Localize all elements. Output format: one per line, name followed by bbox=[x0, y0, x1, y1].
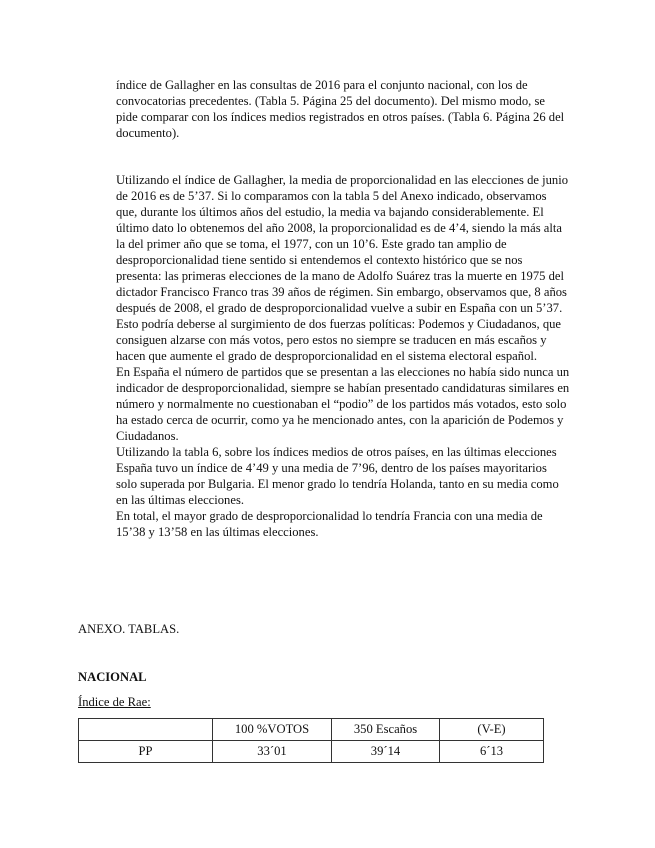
table-cell: 6´13 bbox=[440, 741, 544, 763]
paragraph-line: Esto podría deberse al surgimiento de dos fuerzas políticas: Podemos y Ciudadanos, que bbox=[116, 317, 562, 331]
paragraph-line: En total, el mayor grado de desproporcionalidad lo tendría Francia con una media de bbox=[116, 509, 543, 523]
section-title: NACIONAL bbox=[78, 670, 147, 684]
paragraph-line: número y normalmente no cuestionaban el “podio” de los partidos más votados, esto solo bbox=[116, 397, 567, 411]
paragraph-line: de 2016 es de 5’37. Si lo comparamos con la tabla 5 del Anexo indicado, observamos bbox=[116, 189, 547, 203]
subsection-title: Índice de Rae: bbox=[78, 695, 151, 709]
paragraph-line: En España el número de partidos que se presentan a las elecciones no había sido nunca un bbox=[116, 365, 570, 379]
table-cell: 39´14 bbox=[332, 741, 440, 763]
table-cell: PP bbox=[79, 741, 213, 763]
paragraph-line: último dato lo obtenemos del año 2008, la proporcionalidad es de 4’4, siendo la más alta bbox=[116, 221, 562, 235]
table-header-row bbox=[79, 719, 544, 741]
table-header-cell bbox=[79, 719, 213, 741]
paragraph-line: Ciudadanos. bbox=[116, 429, 179, 443]
paragraph-line: después de 2008, el grado de desproporcionalidad vuelve a subir en España con un 5’37. bbox=[116, 301, 563, 315]
paragraph-line: Utilizando el índice de Gallagher, la media de proporcionalidad en las elecciones de junio bbox=[116, 173, 568, 187]
paragraph-line: Utilizando la tabla 6, sobre los índices medios de otros países, en las últimas elecciones bbox=[116, 445, 557, 459]
paragraph-line: índice de Gallagher en las consultas de 2016 para el conjunto nacional, con los de bbox=[116, 78, 528, 92]
paragraph-line: que, durante los últimos años del estudio, la media va bajando considerablemente. El bbox=[116, 205, 544, 219]
paragraph-line: en las últimas elecciones. bbox=[116, 493, 244, 507]
paragraph-line: convocatorias precedentes. (Tabla 5. Página 25 del documento). Del mismo modo, se bbox=[116, 94, 545, 108]
paragraph-line: España tuvo un índice de 4’49 y una media de 7’96, dentro de los países mayoritarios bbox=[116, 461, 547, 475]
paragraph-line: documento). bbox=[116, 126, 180, 140]
table-header-cell: 350 Escaños bbox=[332, 719, 440, 741]
rae-index-table bbox=[78, 718, 544, 763]
table-header-cell: 100 %VOTOS bbox=[213, 719, 332, 741]
paragraph-line: solo superada por Bulgaria. El menor grado lo tendría Holanda, tanto en su media como bbox=[116, 477, 559, 491]
paragraph-line: hacen que aumente el grado de desproporcionalidad en el sistema electoral español. bbox=[116, 349, 538, 363]
paragraph-line: pide comparar con los índices medios registrados en otros países. (Tabla 6. Página 26 del bbox=[116, 110, 565, 124]
annex-title: ANEXO. TABLAS. bbox=[78, 622, 180, 636]
paragraph-line: presenta: las primeras elecciones de la mano de Adolfo Suárez tras la muerte en 1975 del bbox=[116, 269, 564, 283]
paragraph-line: consiguen alzarse con más votos, pero estos no siempre se traducen en más escaños y bbox=[116, 333, 547, 347]
paragraph-line: indicador de desproporcionalidad, siempre se habían presentado candidaturas similares en bbox=[116, 381, 570, 395]
paragraph-line: dictador Francisco Franco tras 39 años de régimen. Sin embargo, observamos que, 8 años bbox=[116, 285, 567, 299]
paragraph-line: la del primer año que se toma, el 1977, con un 10’6. Este grado tan amplio de bbox=[116, 237, 507, 251]
paragraph-line: ha estado cerca de ocurrir, como ya he mencionado antes, con la aparición de Podemos y bbox=[116, 413, 564, 427]
paragraph-line: desproporcionalidad tiene sentido si entendemos el contexto histórico que se nos bbox=[116, 253, 523, 267]
table-header-cell: (V-E) bbox=[440, 719, 544, 741]
paragraph-line: 15’38 y 13’58 en las últimas elecciones. bbox=[116, 525, 319, 539]
table-cell: 33´01 bbox=[213, 741, 332, 763]
table-row bbox=[79, 741, 544, 763]
